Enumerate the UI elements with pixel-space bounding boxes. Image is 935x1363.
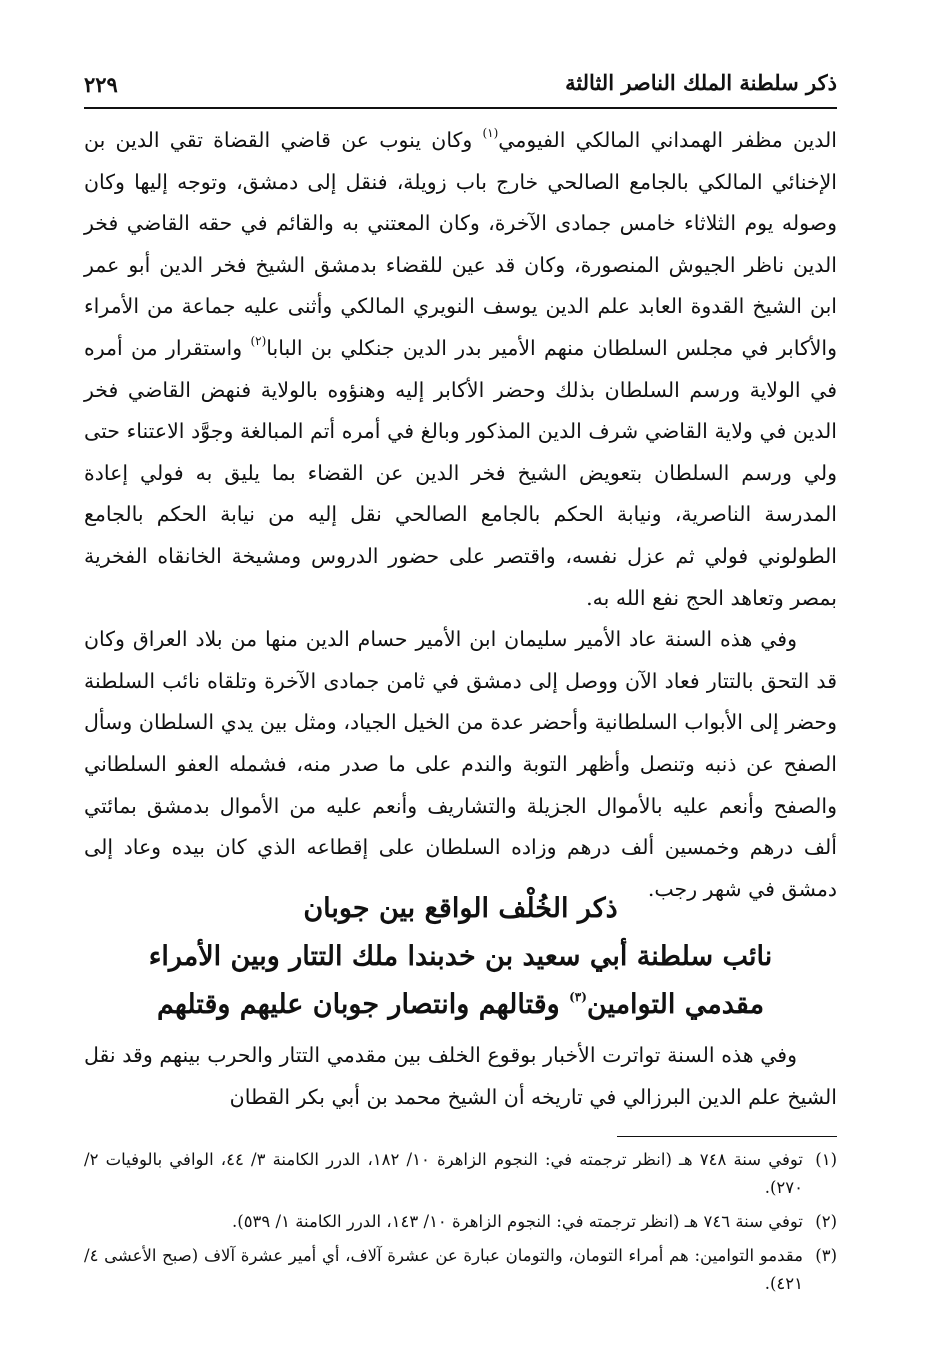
- paragraph-1-text-b: وكان ينوب عن قاضي القضاة تقي الدين بن الإخنائي المالكي بالجامع الصالحي خارج باب زويلة، فنقل إلى دمشق، وتوجه إليها وكان وصوله يوم الثلاثاء خامس جمادى الآخرة، وكان المعتني به والقائم في حقه القاضي فخر الدين ناظر الجيوش المنصورة، وكان قد عين للقضاء بدمشق الشيخ فخر الدين أبو عمر ابن الشيخ القدوة العابد علم الدين يوسف النويري المالكي وأثنى عليه جماعة من الأمراء والأكابر في مجلس السلطان منهم الأمير بدر الدين جنكلي بن البابا: [84, 128, 837, 360]
- paragraph-1-text-c: واستقرار من أمره في الولاية ورسم السلطان بذلك وحضر الأكابر إليه وهنؤوه بالولاية فنهض القاضي فخر الدين في ولاية القاضي شرف الدين المذكور وبالغ في أمره أتم المبالغة وجوَّد الاعتناء حتى ولي ورسم السلطان بتعويض الشيخ فخر الدين عن القضاء بما يليق به فولي إعادة المدرسة الناصرية، ونيابة الحكم بالجامع الصالحي نقل إليه من نيابة الحكم بالجامع الطولوني فولي ثم عزل نفسه، واقتصر على حضور الدروس ومشيخة الخانقاه الفخرية بمصر وتعاهد الحج نفع الله به.: [84, 335, 837, 610]
- paragraph-1-text-a: الدين مظفر الهمداني المالكي الفيومي: [498, 128, 837, 152]
- header-rule: [84, 107, 837, 109]
- main-text: [84, 120, 837, 910]
- footnotes: [84, 1146, 837, 1304]
- footnote-number: (١): [815, 1150, 837, 1169]
- footnote-text: توفي سنة ٧٤٨ هـ (انظر ترجمته في: النجوم الزاهرة ١٠/ ١٨٢، الدرر الكامنة ٣/ ٤٤، الوافي بالوفيات ٢/ ٢٧٠).: [84, 1150, 803, 1197]
- heading-line-3-text-a: مقدمي التوامين: [586, 989, 765, 1020]
- footnote-number: (٣): [815, 1246, 837, 1265]
- footnote: [84, 1146, 837, 1202]
- heading-line-3: [84, 981, 837, 1029]
- footnote-text: مقدمو التوامين: هم أمراء التومان، والتومان عبارة عن عشرة آلاف، أي أمير عشرة آلاف (صبح الأعشى ٤/ ٤٢١).: [84, 1246, 803, 1293]
- footnote-separator: [617, 1136, 837, 1137]
- footnote-ref-2: (٢): [250, 334, 267, 349]
- paragraph-2: وفي هذه السنة عاد الأمير سليمان ابن الأمير حسام الدين منها من بلاد العراق وكان قد التحق بالتتار فعاد الآن ووصل إلى دمشق في ثامن جمادى الآخرة وتلقاه نائب السلطنة وحضر إلى الأبواب السلطانية وأحضر عدة من الخيل الجياد، ومثل بين يدي السلطان وسأل الصفح عن ذنبه وتنصل وأظهر التوبة والندم على ما صدر منه، فشمله العفو السلطاني والصفح وأنعم عليه بالأموال الجزيلة والتشاريف وأنعم عليه من الأموال بدمشق بمائتي ألف درهم وخمسين ألف درهم وزاده السلطان على إقطاعه الذي كان بيده وعاد إلى دمشق في شهر رجب.: [84, 627, 837, 901]
- footnote-ref-3: (٣): [569, 990, 587, 1004]
- heading-line-1: ذكر الخُلْف الواقع بين جوبان: [303, 893, 618, 924]
- page-number: ٢٢٩: [84, 72, 118, 97]
- footnote-ref-1: (١): [482, 126, 499, 141]
- footnote: [84, 1208, 837, 1236]
- heading-line-2: نائب سلطنة أبي سعيد بن خدبندا ملك التتار وبين الأمراء: [148, 941, 773, 972]
- running-title: ذكر سلطنة الملك الناصر الثالثة: [565, 70, 837, 95]
- paragraph-1: [84, 120, 837, 619]
- main-text-continued: [84, 1035, 837, 1118]
- footnote-number: (٢): [815, 1212, 837, 1231]
- footnote: [84, 1242, 837, 1298]
- footnote-text: توفي سنة ٧٤٦ هـ (انظر ترجمته في: النجوم الزاهرة ١٠/ ١٤٣، الدرر الكامنة ١/ ٥٣٩).: [232, 1212, 803, 1231]
- heading-line-3-text-b: وقتالهم وانتصار جوبان عليهم وقتلهم: [156, 989, 570, 1020]
- page-header: [84, 60, 837, 100]
- paragraph-3: وفي هذه السنة تواترت الأخبار بوقوع الخلف بين مقدمي التتار والحرب بينهم وقد نقل الشيخ علم الدين البرزالي في تاريخه أن الشيخ محمد بن أبي بكر القطان: [84, 1043, 837, 1109]
- section-heading: [84, 885, 837, 1029]
